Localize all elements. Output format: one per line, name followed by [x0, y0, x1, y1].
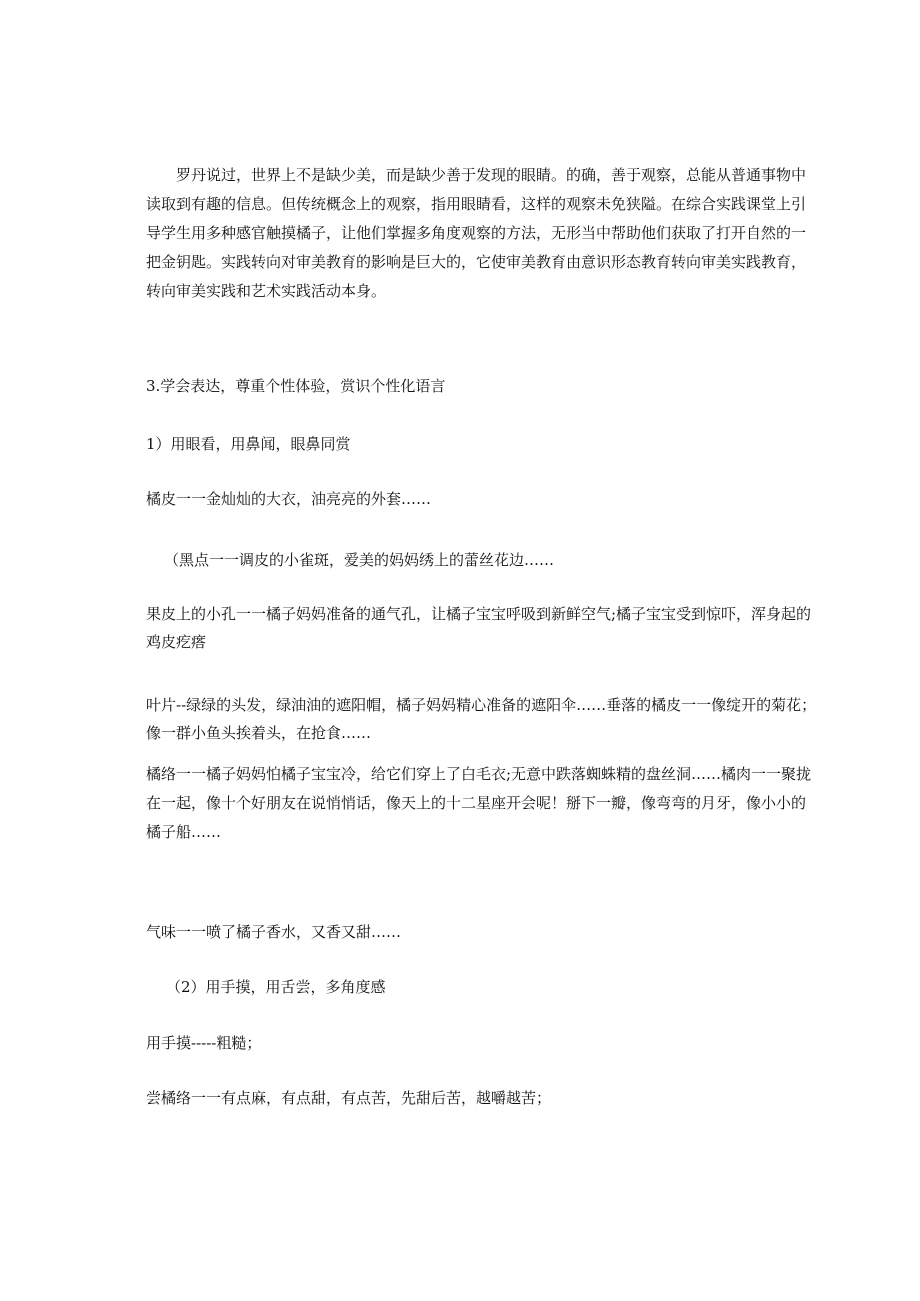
subsection-heading-1: 1）用眼看，用鼻闻，眼鼻同赏	[146, 435, 351, 453]
list-item-pith: 橘络一一橘子妈妈怕橘子宝宝冷，给它们穿上了白毛衣;无意中跌落蜘蛛精的盘丝洞……橘肉一一聚拢在一起，像十个好朋友在说悄悄话，像天上的十二星座开会呢！掰下一瓣，像弯弯的月牙，像小小的橘子船……	[146, 765, 812, 841]
list-item-leaf: 叶片--绿绿的头发，绿油油的遮阳帽，橘子妈妈精心准备的遮阳伞……垂落的橘皮一一像绽开的菊花；像一群小鱼头挨着头，在抢食……	[146, 696, 817, 742]
list-item-holes: 果皮上的小孔一一橘子妈妈准备的通气孔，让橘子宝宝呼吸到新鲜空气;橘子宝宝受到惊吓，浑身起的鸡皮疙瘩	[146, 605, 812, 651]
list-item-touch: 用手摸-----粗糙；	[146, 1034, 262, 1052]
list-item-peel: 橘皮一一金灿灿的大衣，油亮亮的外套……	[146, 490, 432, 508]
intro-paragraph: 罗丹说过，世界上不是缺少美，而是缺少善于发现的眼睛。的确，善于观察，总能从普通事物中读取到有趣的信息。但传统概念上的观察，指用眼睛看，这样的观察未免狭隘。在综合实践课堂上引导学生用多种感官触摸橘子，让他们掌握多角度观察的方法，无形当中帮助他们获取了打开自然的一把金钥匙。实践转向对审美教育的影响是巨大的，它使审美教育由意识形态教育转向审美实践教育，转向审美实践和艺术实践活动本身。	[146, 166, 807, 300]
list-item-smell: 气味一一喷了橘子香水，又香又甜……	[146, 923, 402, 941]
section-heading: 3.学会表达，尊重个性体验，赏识个性化语言	[146, 377, 446, 395]
list-item-dots: （黑点一一调皮的小雀斑，爱美的妈妈绣上的蕾丝花边……	[164, 551, 555, 569]
list-item-taste: 尝橘络一一有点麻，有点甜，有点苦，先甜后苦，越嚼越苦；	[146, 1089, 552, 1107]
subsection-heading-2: （2）用手摸，用舌尝，多角度感	[166, 978, 386, 996]
